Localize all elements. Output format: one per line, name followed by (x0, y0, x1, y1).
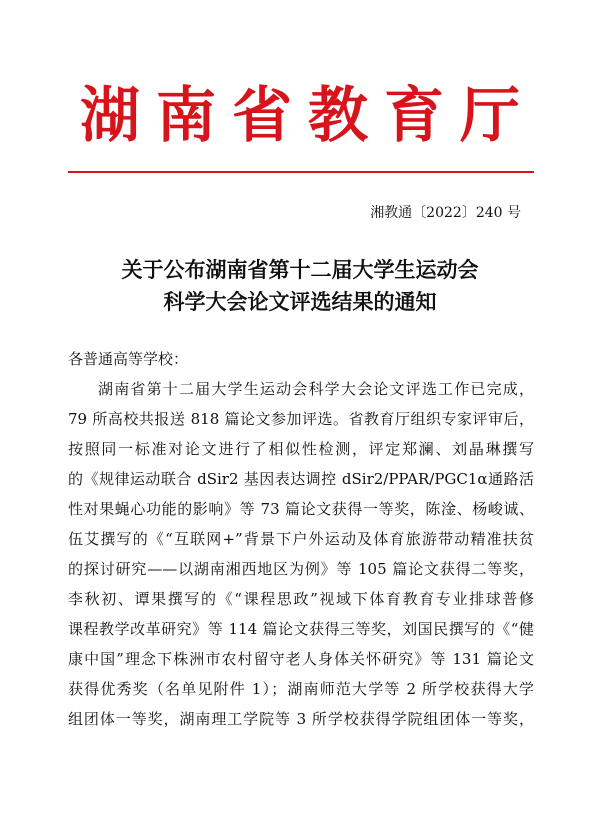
body-line: 性对果蝇心功能的影响》等 73 篇论文获得一等奖，陈淦、杨峻诚、 (68, 500, 534, 518)
body-line: 按照同一标准对论文进行了相似性检测，评定郑澜、刘晶琳撰写 (68, 440, 534, 458)
body-line: 组团体一等奖，湖南理工学院等 3 所学校获得学院组团体一等奖， (68, 710, 534, 728)
red-divider-rule (68, 171, 534, 173)
body-line: 伍艾撰写的《“互联网+”背景下户外运动及体育旅游带动精准扶贫 (68, 530, 534, 548)
document-title-line-2: 科学大会论文评选结果的通知 (163, 290, 437, 314)
salutation: 各普通高等学校： (68, 350, 189, 368)
masthead-title: 湖南省教育厅 (80, 81, 536, 151)
body-line: 的《规律运动联合 dSir2 基因表达调控 dSir2/PPAR/PGC1α通路活 (68, 470, 534, 488)
document-number: 湘教通〔2022〕240 号 (370, 205, 521, 221)
body-line: 获得优秀奖（名单见附件 1）；湖南师范大学等 2 所学校获得大学 (68, 680, 534, 698)
body-line: 79 所高校共报送 818 篇论文参加评选。省教育厅组织专家评审后， (68, 410, 534, 428)
body-line: 的探讨研究——以湖南湘西地区为例》等 105 篇论文获得二等奖， (68, 560, 534, 578)
body-line: 康中国”理念下株洲市农村留守老人身体关怀研究》等 131 篇论文 (68, 650, 534, 668)
body-line: 课程教学改革研究》等 114 篇论文获得三等奖，刘国民撰写的《“健 (68, 620, 534, 638)
body-line: 湖南省第十二届大学生运动会科学大会论文评选工作已完成， (98, 380, 534, 398)
document-title-line-1: 关于公布湖南省第十二届大学生运动会 (121, 258, 479, 282)
body-line: 李秋初、谭果撰写的《“课程思政”视域下体育教育专业排球普修 (68, 590, 534, 608)
